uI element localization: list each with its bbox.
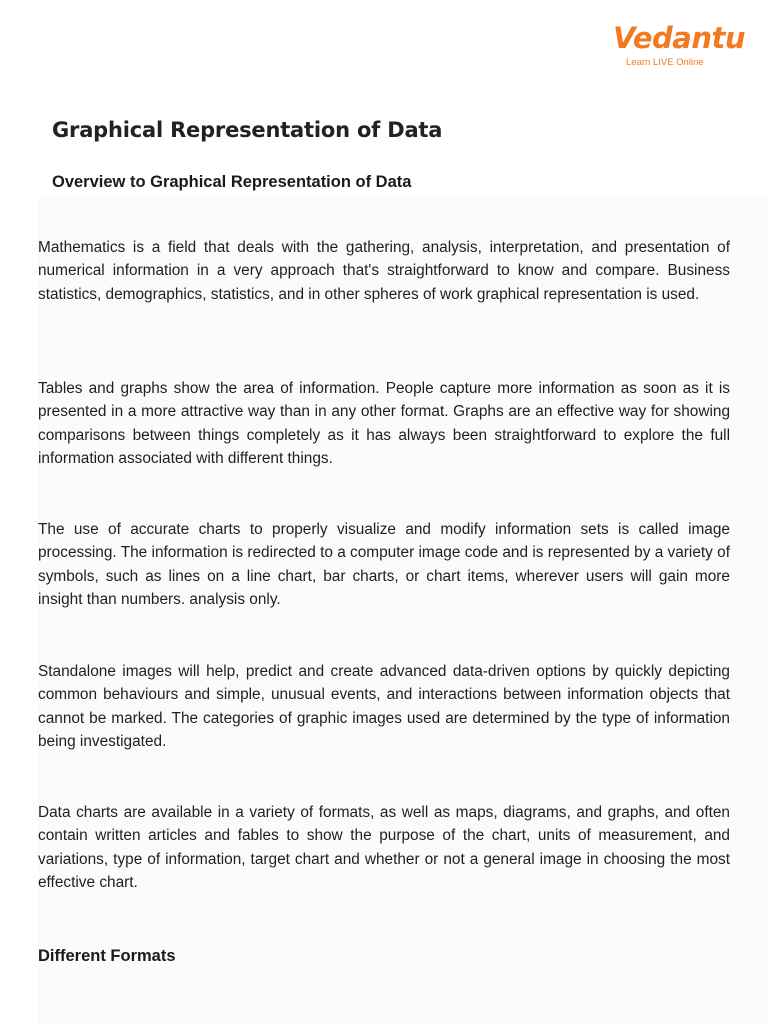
paragraph-tables-graphs: Tables and graphs show the area of information. People capture more information as soon as it is presented in a more attractive way than in any other format. Graphs are an effective way for showing comparisons between things completely as it has always been straightforward to explore the full information associated with different things. [38, 380, 730, 467]
section-heading-different-formats: Different Formats [38, 947, 176, 965]
logo-tagline: Learn LIVE Online [626, 57, 704, 68]
paragraph-image-processing: The use of accurate charts to properly visualize and modify information sets is called image processing. The information is redirected to a computer image code and is represented by a variety of symbols, such as lines on a line chart, bar charts, or chart items, wherever users will gain more insight than numbers. analysis only. [38, 521, 730, 608]
vedantu-logo[interactable] [613, 20, 745, 72]
section-subtitle: Overview to Graphical Representation of Data [52, 173, 412, 191]
paragraph-mathematics: Mathematics is a field that deals with the gathering, analysis, interpretation, and presentation of numerical information in a very approach that's straightforward to know and compare. Business statistics, demographics, statistics, and in other spheres of work graphical representation is used. [38, 239, 730, 303]
paragraph-standalone-images: Standalone images will help, predict and create advanced data-driven options by quickly depicting common behaviours and simple, unusual events, and interactions between information objects that cannot be marked. The categories of graphic images used are determined by the type of information being investigated. [38, 663, 730, 750]
logo-wordmark: Vedantu [613, 21, 745, 55]
paragraph-data-charts: Data charts are available in a variety of formats, as well as maps, diagrams, and graphs, and often contain written articles and fables to show the purpose of the chart, units of measurement, and variations, type of information, target chart and whether or not a general image in choosing the most effective chart. [38, 804, 730, 891]
page-title: Graphical Representation of Data [52, 118, 443, 142]
